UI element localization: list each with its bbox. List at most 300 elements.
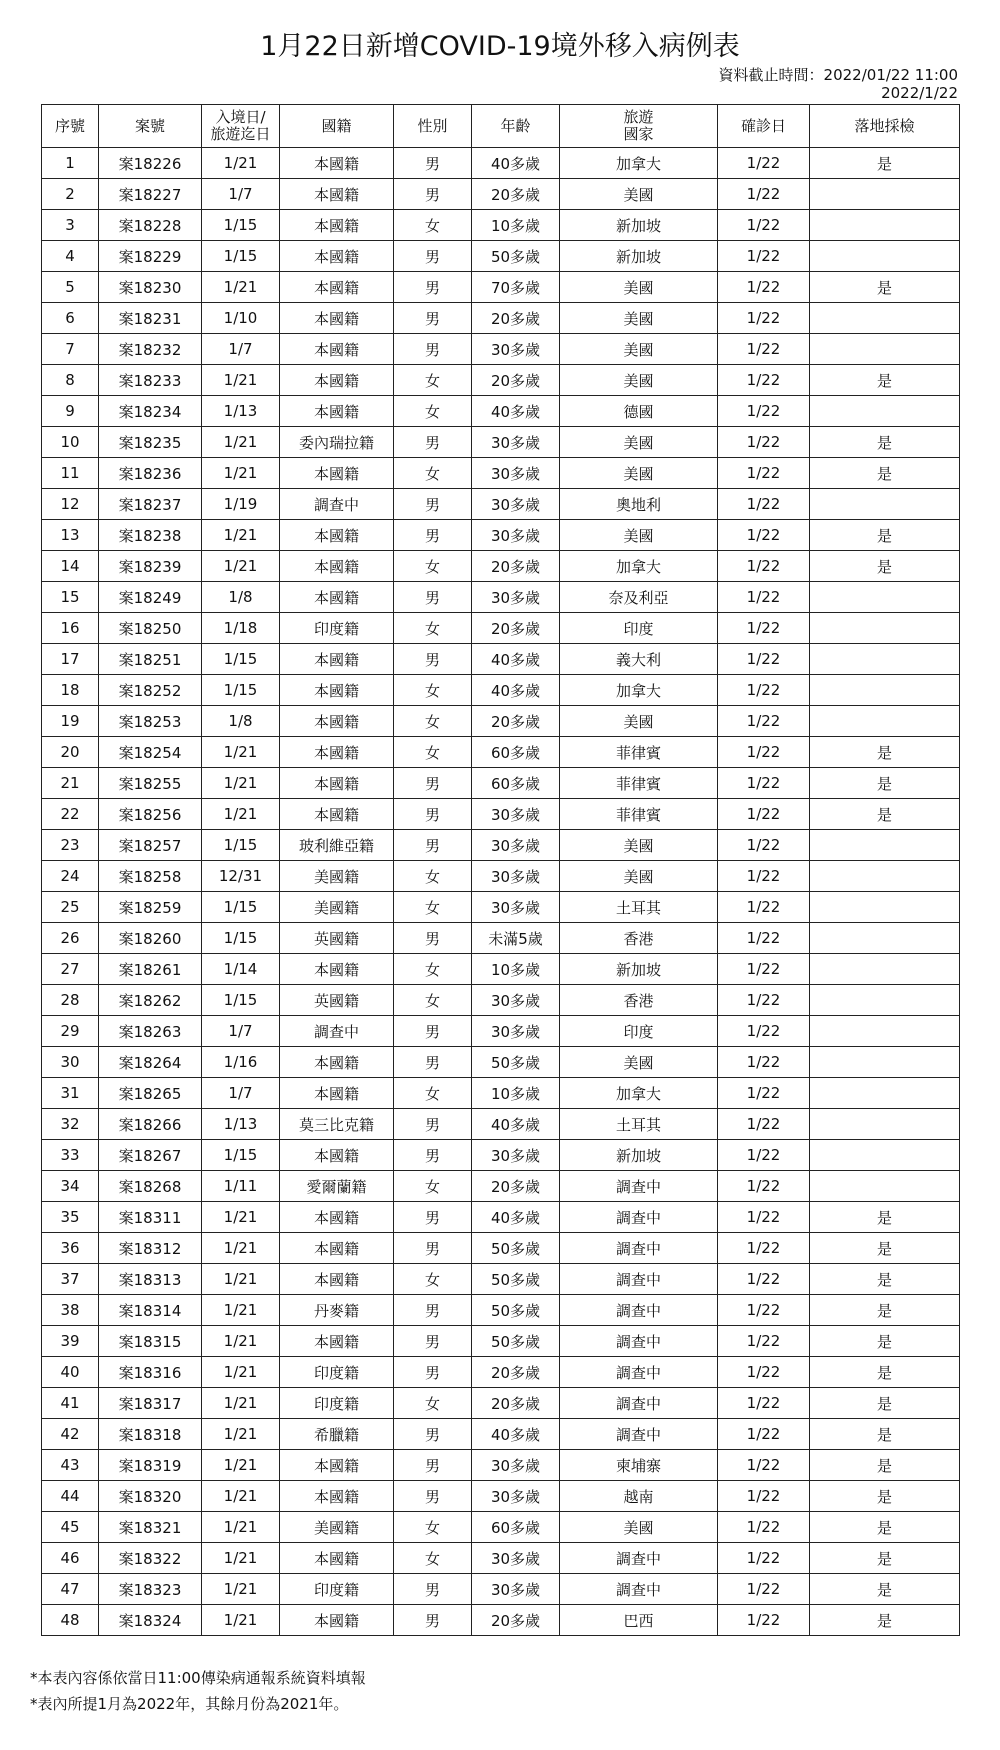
cell-age: 40多歲 bbox=[472, 1202, 560, 1233]
table-row bbox=[42, 396, 960, 427]
cell-nationality: 本國籍 bbox=[280, 1233, 394, 1264]
cell-travel-country: 美國 bbox=[560, 334, 718, 365]
cell-case-number: 案18254 bbox=[99, 737, 202, 768]
cell-airport-test: 是 bbox=[810, 737, 960, 768]
cell-case-number: 案18316 bbox=[99, 1357, 202, 1388]
report-date: 2022/1/22 bbox=[881, 84, 958, 102]
cell-entry-date: 1/7 bbox=[202, 1016, 280, 1047]
cell-nationality: 印度籍 bbox=[280, 1388, 394, 1419]
table-row bbox=[42, 861, 960, 892]
cell-entry-date: 1/15 bbox=[202, 644, 280, 675]
cell-sex: 男 bbox=[394, 427, 472, 458]
table-row bbox=[42, 892, 960, 923]
cell-sex: 女 bbox=[394, 985, 472, 1016]
table-row bbox=[42, 1202, 960, 1233]
cell-entry-date: 1/21 bbox=[202, 427, 280, 458]
cell-travel-country: 菲律賓 bbox=[560, 768, 718, 799]
cell-nationality: 美國籍 bbox=[280, 892, 394, 923]
cell-diagnosis-date: 1/22 bbox=[718, 768, 810, 799]
cell-airport-test: 是 bbox=[810, 1512, 960, 1543]
cell-nationality: 丹麥籍 bbox=[280, 1295, 394, 1326]
header-diagnosis-date: 確診日 bbox=[718, 105, 810, 148]
cell-age: 30多歲 bbox=[472, 334, 560, 365]
cell-airport-test bbox=[810, 1140, 960, 1171]
cell-sex: 男 bbox=[394, 644, 472, 675]
cell-airport-test bbox=[810, 179, 960, 210]
table-row bbox=[42, 458, 960, 489]
table-row bbox=[42, 923, 960, 954]
cell-travel-country: 美國 bbox=[560, 520, 718, 551]
cell-travel-country: 美國 bbox=[560, 830, 718, 861]
report-meta bbox=[719, 66, 958, 102]
cell-nationality: 本國籍 bbox=[280, 768, 394, 799]
cell-age: 30多歲 bbox=[472, 458, 560, 489]
cell-seq: 32 bbox=[42, 1109, 99, 1140]
cell-nationality: 調查中 bbox=[280, 489, 394, 520]
cell-entry-date: 1/13 bbox=[202, 396, 280, 427]
cell-nationality: 本國籍 bbox=[280, 1078, 394, 1109]
cell-age: 20多歲 bbox=[472, 179, 560, 210]
cell-entry-date: 1/21 bbox=[202, 768, 280, 799]
table-row bbox=[42, 1512, 960, 1543]
cell-age: 10多歲 bbox=[472, 210, 560, 241]
cell-diagnosis-date: 1/22 bbox=[718, 179, 810, 210]
cell-age: 30多歲 bbox=[472, 1481, 560, 1512]
cell-case-number: 案18262 bbox=[99, 985, 202, 1016]
cell-travel-country: 美國 bbox=[560, 303, 718, 334]
cell-travel-country: 調查中 bbox=[560, 1357, 718, 1388]
cell-diagnosis-date: 1/22 bbox=[718, 458, 810, 489]
cell-age: 30多歲 bbox=[472, 1543, 560, 1574]
table-row bbox=[42, 799, 960, 830]
cell-sex: 女 bbox=[394, 365, 472, 396]
cell-entry-date: 1/21 bbox=[202, 520, 280, 551]
cell-sex: 男 bbox=[394, 1047, 472, 1078]
cell-diagnosis-date: 1/22 bbox=[718, 1109, 810, 1140]
cell-nationality: 本國籍 bbox=[280, 706, 394, 737]
cell-case-number: 案18253 bbox=[99, 706, 202, 737]
cell-diagnosis-date: 1/22 bbox=[718, 706, 810, 737]
cell-sex: 女 bbox=[394, 396, 472, 427]
cell-case-number: 案18324 bbox=[99, 1605, 202, 1636]
cell-seq: 26 bbox=[42, 923, 99, 954]
cell-nationality: 本國籍 bbox=[280, 1047, 394, 1078]
cell-age: 20多歲 bbox=[472, 1605, 560, 1636]
cell-sex: 男 bbox=[394, 1481, 472, 1512]
cell-age: 20多歲 bbox=[472, 303, 560, 334]
cell-travel-country: 菲律賓 bbox=[560, 799, 718, 830]
cell-travel-country: 美國 bbox=[560, 1047, 718, 1078]
cell-nationality: 希臘籍 bbox=[280, 1419, 394, 1450]
cell-case-number: 案18233 bbox=[99, 365, 202, 396]
cell-airport-test: 是 bbox=[810, 1481, 960, 1512]
cell-age: 30多歲 bbox=[472, 427, 560, 458]
cell-diagnosis-date: 1/22 bbox=[718, 1140, 810, 1171]
cell-age: 30多歲 bbox=[472, 985, 560, 1016]
cell-sex: 女 bbox=[394, 706, 472, 737]
cell-sex: 男 bbox=[394, 923, 472, 954]
cell-airport-test bbox=[810, 582, 960, 613]
cell-airport-test: 是 bbox=[810, 1326, 960, 1357]
cell-entry-date: 1/21 bbox=[202, 1543, 280, 1574]
cell-travel-country: 美國 bbox=[560, 706, 718, 737]
cell-seq: 29 bbox=[42, 1016, 99, 1047]
cell-seq: 7 bbox=[42, 334, 99, 365]
cell-travel-country: 調查中 bbox=[560, 1233, 718, 1264]
cell-airport-test bbox=[810, 644, 960, 675]
page-title: 1月22日新增COVID-19境外移入病例表 bbox=[260, 31, 740, 62]
cell-seq: 18 bbox=[42, 675, 99, 706]
cell-nationality: 愛爾蘭籍 bbox=[280, 1171, 394, 1202]
cell-travel-country: 調查中 bbox=[560, 1264, 718, 1295]
cell-case-number: 案18237 bbox=[99, 489, 202, 520]
table-row bbox=[42, 1264, 960, 1295]
cell-airport-test bbox=[810, 1171, 960, 1202]
header-travel-line2: 國家 bbox=[623, 125, 654, 143]
cell-seq: 38 bbox=[42, 1295, 99, 1326]
table-row bbox=[42, 1419, 960, 1450]
cell-case-number: 案18322 bbox=[99, 1543, 202, 1574]
cell-age: 40多歲 bbox=[472, 1109, 560, 1140]
cell-airport-test bbox=[810, 675, 960, 706]
cell-case-number: 案18249 bbox=[99, 582, 202, 613]
cell-diagnosis-date: 1/22 bbox=[718, 1450, 810, 1481]
cell-entry-date: 1/7 bbox=[202, 1078, 280, 1109]
data-cutoff-time: 資料截止時間：2022/01/22 11:00 bbox=[718, 66, 958, 84]
cell-entry-date: 1/10 bbox=[202, 303, 280, 334]
cell-diagnosis-date: 1/22 bbox=[718, 1171, 810, 1202]
cell-age: 20多歲 bbox=[472, 613, 560, 644]
cell-sex: 女 bbox=[394, 737, 472, 768]
cell-airport-test: 是 bbox=[810, 148, 960, 179]
cell-seq: 25 bbox=[42, 892, 99, 923]
footnote-source: *本表內容係依當日11:00傳染病通報系統資料填報 bbox=[30, 1669, 366, 1687]
cell-seq: 24 bbox=[42, 861, 99, 892]
cell-diagnosis-date: 1/22 bbox=[718, 923, 810, 954]
cell-nationality: 本國籍 bbox=[280, 1543, 394, 1574]
table-row bbox=[42, 1171, 960, 1202]
cell-airport-test: 是 bbox=[810, 1419, 960, 1450]
cell-entry-date: 1/21 bbox=[202, 1295, 280, 1326]
cell-entry-date: 1/21 bbox=[202, 1450, 280, 1481]
cell-seq: 36 bbox=[42, 1233, 99, 1264]
cell-travel-country: 香港 bbox=[560, 923, 718, 954]
cell-airport-test bbox=[810, 1078, 960, 1109]
cell-entry-date: 1/21 bbox=[202, 551, 280, 582]
cell-seq: 22 bbox=[42, 799, 99, 830]
cell-airport-test: 是 bbox=[810, 551, 960, 582]
cell-entry-date: 1/15 bbox=[202, 985, 280, 1016]
cell-entry-date: 1/15 bbox=[202, 241, 280, 272]
table-row bbox=[42, 768, 960, 799]
cell-sex: 女 bbox=[394, 551, 472, 582]
table-row bbox=[42, 613, 960, 644]
cell-age: 30多歲 bbox=[472, 861, 560, 892]
cell-seq: 10 bbox=[42, 427, 99, 458]
cell-case-number: 案18263 bbox=[99, 1016, 202, 1047]
cell-sex: 男 bbox=[394, 303, 472, 334]
cell-nationality: 本國籍 bbox=[280, 1481, 394, 1512]
cell-entry-date: 1/7 bbox=[202, 334, 280, 365]
cell-age: 10多歲 bbox=[472, 1078, 560, 1109]
table-row bbox=[42, 551, 960, 582]
cell-sex: 男 bbox=[394, 768, 472, 799]
cell-age: 30多歲 bbox=[472, 799, 560, 830]
table-row bbox=[42, 830, 960, 861]
cell-entry-date: 1/21 bbox=[202, 272, 280, 303]
cell-seq: 42 bbox=[42, 1419, 99, 1450]
cell-nationality: 美國籍 bbox=[280, 1512, 394, 1543]
cell-case-number: 案18228 bbox=[99, 210, 202, 241]
cell-case-number: 案18319 bbox=[99, 1450, 202, 1481]
cell-diagnosis-date: 1/22 bbox=[718, 1512, 810, 1543]
cell-seq: 40 bbox=[42, 1357, 99, 1388]
cell-sex: 女 bbox=[394, 1171, 472, 1202]
cell-seq: 20 bbox=[42, 737, 99, 768]
cell-sex: 女 bbox=[394, 1264, 472, 1295]
cell-travel-country: 越南 bbox=[560, 1481, 718, 1512]
cell-age: 50多歲 bbox=[472, 1326, 560, 1357]
cell-case-number: 案18260 bbox=[99, 923, 202, 954]
header-entry-line1: 入境日/ bbox=[215, 108, 266, 126]
cell-age: 30多歲 bbox=[472, 830, 560, 861]
table-row bbox=[42, 737, 960, 768]
cell-seq: 21 bbox=[42, 768, 99, 799]
cell-case-number: 案18235 bbox=[99, 427, 202, 458]
table-row bbox=[42, 489, 960, 520]
cell-sex: 男 bbox=[394, 830, 472, 861]
cell-nationality: 本國籍 bbox=[280, 644, 394, 675]
table-row bbox=[42, 1450, 960, 1481]
cell-nationality: 本國籍 bbox=[280, 241, 394, 272]
cell-entry-date: 1/7 bbox=[202, 179, 280, 210]
cell-sex: 男 bbox=[394, 489, 472, 520]
cell-entry-date: 1/15 bbox=[202, 210, 280, 241]
cell-travel-country: 調查中 bbox=[560, 1543, 718, 1574]
cell-travel-country: 美國 bbox=[560, 179, 718, 210]
cell-diagnosis-date: 1/22 bbox=[718, 1202, 810, 1233]
cell-age: 30多歲 bbox=[472, 892, 560, 923]
cell-travel-country: 奧地利 bbox=[560, 489, 718, 520]
cell-sex: 女 bbox=[394, 613, 472, 644]
cell-age: 40多歲 bbox=[472, 644, 560, 675]
cell-entry-date: 1/15 bbox=[202, 830, 280, 861]
cell-sex: 男 bbox=[394, 1016, 472, 1047]
table-row bbox=[42, 954, 960, 985]
cell-diagnosis-date: 1/22 bbox=[718, 830, 810, 861]
cell-travel-country: 美國 bbox=[560, 365, 718, 396]
header-travel-country bbox=[560, 105, 718, 148]
table-row bbox=[42, 1233, 960, 1264]
table-row bbox=[42, 1140, 960, 1171]
cell-nationality: 英國籍 bbox=[280, 923, 394, 954]
cell-airport-test: 是 bbox=[810, 1450, 960, 1481]
cell-nationality: 本國籍 bbox=[280, 1140, 394, 1171]
cell-case-number: 案18312 bbox=[99, 1233, 202, 1264]
cell-sex: 男 bbox=[394, 272, 472, 303]
cell-seq: 27 bbox=[42, 954, 99, 985]
cell-diagnosis-date: 1/22 bbox=[718, 334, 810, 365]
cell-nationality: 本國籍 bbox=[280, 303, 394, 334]
cell-age: 50多歲 bbox=[472, 1047, 560, 1078]
cell-nationality: 玻利維亞籍 bbox=[280, 830, 394, 861]
cell-travel-country: 香港 bbox=[560, 985, 718, 1016]
cell-airport-test bbox=[810, 985, 960, 1016]
cell-travel-country: 加拿大 bbox=[560, 551, 718, 582]
cell-age: 未滿5歲 bbox=[472, 923, 560, 954]
cell-age: 40多歲 bbox=[472, 396, 560, 427]
cell-airport-test: 是 bbox=[810, 458, 960, 489]
cell-seq: 4 bbox=[42, 241, 99, 272]
cell-case-number: 案18251 bbox=[99, 644, 202, 675]
case-table bbox=[41, 104, 960, 1636]
cell-travel-country: 加拿大 bbox=[560, 1078, 718, 1109]
cell-sex: 女 bbox=[394, 861, 472, 892]
cell-travel-country: 土耳其 bbox=[560, 1109, 718, 1140]
cell-airport-test: 是 bbox=[810, 1202, 960, 1233]
cell-sex: 男 bbox=[394, 520, 472, 551]
cell-age: 50多歲 bbox=[472, 241, 560, 272]
cell-travel-country: 奈及利亞 bbox=[560, 582, 718, 613]
cell-travel-country: 新加坡 bbox=[560, 954, 718, 985]
cell-age: 30多歲 bbox=[472, 1140, 560, 1171]
cell-diagnosis-date: 1/22 bbox=[718, 1295, 810, 1326]
cell-age: 60多歲 bbox=[472, 737, 560, 768]
cell-seq: 16 bbox=[42, 613, 99, 644]
cell-sex: 男 bbox=[394, 1295, 472, 1326]
cell-diagnosis-date: 1/22 bbox=[718, 1078, 810, 1109]
cell-seq: 6 bbox=[42, 303, 99, 334]
cell-sex: 女 bbox=[394, 1078, 472, 1109]
cell-case-number: 案18323 bbox=[99, 1574, 202, 1605]
table-row bbox=[42, 1326, 960, 1357]
cell-nationality: 本國籍 bbox=[280, 582, 394, 613]
cell-entry-date: 1/16 bbox=[202, 1047, 280, 1078]
cell-travel-country: 加拿大 bbox=[560, 148, 718, 179]
table-row bbox=[42, 1388, 960, 1419]
table-header-row bbox=[42, 105, 960, 148]
cell-airport-test bbox=[810, 830, 960, 861]
cell-nationality: 委內瑞拉籍 bbox=[280, 427, 394, 458]
cell-airport-test: 是 bbox=[810, 365, 960, 396]
cell-sex: 男 bbox=[394, 1419, 472, 1450]
cell-case-number: 案18268 bbox=[99, 1171, 202, 1202]
cell-travel-country: 土耳其 bbox=[560, 892, 718, 923]
cell-entry-date: 1/19 bbox=[202, 489, 280, 520]
cell-travel-country: 美國 bbox=[560, 1512, 718, 1543]
cell-entry-date: 1/8 bbox=[202, 706, 280, 737]
cell-seq: 19 bbox=[42, 706, 99, 737]
cell-sex: 男 bbox=[394, 1233, 472, 1264]
cell-airport-test bbox=[810, 210, 960, 241]
cell-sex: 男 bbox=[394, 1605, 472, 1636]
cell-travel-country: 巴西 bbox=[560, 1605, 718, 1636]
cell-entry-date: 1/21 bbox=[202, 1202, 280, 1233]
cell-sex: 男 bbox=[394, 1450, 472, 1481]
cell-entry-date: 1/21 bbox=[202, 799, 280, 830]
cell-airport-test bbox=[810, 613, 960, 644]
cell-travel-country: 加拿大 bbox=[560, 675, 718, 706]
cell-entry-date: 1/21 bbox=[202, 737, 280, 768]
table-row bbox=[42, 210, 960, 241]
cell-case-number: 案18321 bbox=[99, 1512, 202, 1543]
cell-case-number: 案18226 bbox=[99, 148, 202, 179]
cell-sex: 男 bbox=[394, 334, 472, 365]
cell-entry-date: 1/14 bbox=[202, 954, 280, 985]
cell-case-number: 案18236 bbox=[99, 458, 202, 489]
table-row bbox=[42, 1574, 960, 1605]
cell-nationality: 調查中 bbox=[280, 1016, 394, 1047]
table-row bbox=[42, 303, 960, 334]
cell-nationality: 本國籍 bbox=[280, 396, 394, 427]
cell-seq: 43 bbox=[42, 1450, 99, 1481]
cell-travel-country: 調查中 bbox=[560, 1574, 718, 1605]
cell-age: 30多歲 bbox=[472, 1574, 560, 1605]
cell-sex: 男 bbox=[394, 179, 472, 210]
table-row bbox=[42, 272, 960, 303]
cell-diagnosis-date: 1/22 bbox=[718, 1357, 810, 1388]
cell-nationality: 本國籍 bbox=[280, 179, 394, 210]
cell-seq: 28 bbox=[42, 985, 99, 1016]
cell-nationality: 本國籍 bbox=[280, 1450, 394, 1481]
cell-sex: 女 bbox=[394, 1543, 472, 1574]
cell-airport-test bbox=[810, 923, 960, 954]
cell-travel-country: 新加坡 bbox=[560, 1140, 718, 1171]
table-row bbox=[42, 1295, 960, 1326]
cell-travel-country: 調查中 bbox=[560, 1171, 718, 1202]
cell-airport-test: 是 bbox=[810, 768, 960, 799]
cell-diagnosis-date: 1/22 bbox=[718, 396, 810, 427]
cell-diagnosis-date: 1/22 bbox=[718, 892, 810, 923]
cell-entry-date: 1/21 bbox=[202, 458, 280, 489]
cell-airport-test: 是 bbox=[810, 520, 960, 551]
cell-diagnosis-date: 1/22 bbox=[718, 613, 810, 644]
cell-case-number: 案18264 bbox=[99, 1047, 202, 1078]
cell-nationality: 本國籍 bbox=[280, 675, 394, 706]
cell-nationality: 印度籍 bbox=[280, 1574, 394, 1605]
cell-diagnosis-date: 1/22 bbox=[718, 582, 810, 613]
cell-travel-country: 義大利 bbox=[560, 644, 718, 675]
cell-age: 20多歲 bbox=[472, 1357, 560, 1388]
cell-diagnosis-date: 1/22 bbox=[718, 1264, 810, 1295]
cell-airport-test: 是 bbox=[810, 1295, 960, 1326]
cell-sex: 男 bbox=[394, 1140, 472, 1171]
cell-airport-test bbox=[810, 1016, 960, 1047]
cell-airport-test: 是 bbox=[810, 1388, 960, 1419]
cell-travel-country: 美國 bbox=[560, 427, 718, 458]
cell-travel-country: 印度 bbox=[560, 1016, 718, 1047]
table-row bbox=[42, 985, 960, 1016]
cell-case-number: 案18229 bbox=[99, 241, 202, 272]
cell-airport-test bbox=[810, 489, 960, 520]
cell-seq: 44 bbox=[42, 1481, 99, 1512]
cell-airport-test bbox=[810, 241, 960, 272]
table-row bbox=[42, 334, 960, 365]
table-row bbox=[42, 179, 960, 210]
case-table-body bbox=[42, 148, 960, 1636]
cell-case-number: 案18234 bbox=[99, 396, 202, 427]
cell-seq: 37 bbox=[42, 1264, 99, 1295]
cell-airport-test bbox=[810, 1109, 960, 1140]
cell-entry-date: 1/21 bbox=[202, 1357, 280, 1388]
cell-airport-test: 是 bbox=[810, 1605, 960, 1636]
cell-diagnosis-date: 1/22 bbox=[718, 1047, 810, 1078]
cell-seq: 2 bbox=[42, 179, 99, 210]
cell-nationality: 本國籍 bbox=[280, 954, 394, 985]
cell-seq: 12 bbox=[42, 489, 99, 520]
cell-age: 50多歲 bbox=[472, 1295, 560, 1326]
table-row bbox=[42, 1047, 960, 1078]
